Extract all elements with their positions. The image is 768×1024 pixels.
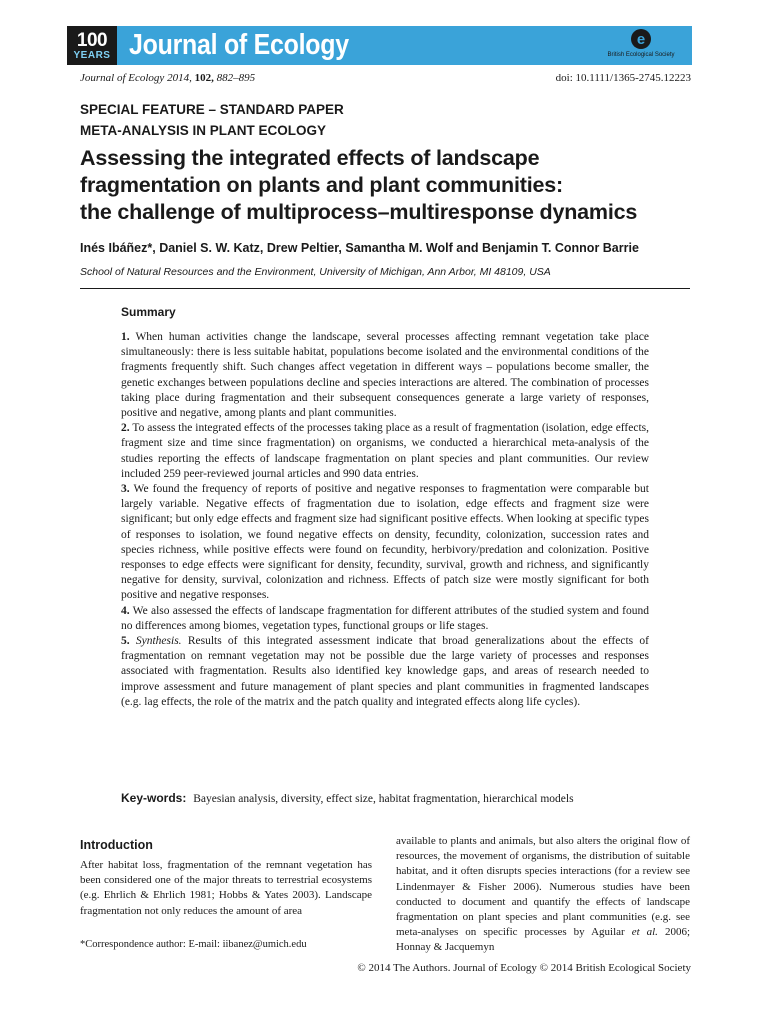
summary-point: 1. When human activities change the landscape, several processes affecting remnant vegetation take place simultaneously: there is less suitable habitat, populations become isolated and the environmental conditions of the fragments frequently shift. Such changes affect vegetation in different ways – populations become smaller, the genetic exchanges between populations decline and species interactions are altered. The combination of processes taking place during fragmentation and their subsequent consequences generate a large variety of responses, positive and negative, among plants and plant communities. <box>121 331 649 420</box>
summary-heading: Summary <box>121 305 176 319</box>
centenary-word: YEARS <box>73 49 111 61</box>
copyright-line: © 2014 The Authors. Journal of Ecology © 2014 British Ecological Society <box>357 962 691 974</box>
citation-volume: 102, <box>194 72 214 84</box>
summary-body <box>121 330 649 710</box>
header-divider <box>80 288 690 289</box>
article-title <box>80 145 700 226</box>
centenary-number: 100 <box>76 29 108 51</box>
summary-point: 5. Synthesis. Results of this integrated assessment indicate that broad generalizations about the effects of fragmentation on remnant vegetation may not be possible due the large variety of processes and responses associated with fragmentation. Results also identified key knowledge gaps, and areas of research needed to improve assessment and future management of plant species and plant communities in fragmented landscapes (e.g. lag effects, the role of the matrix and the patch quality and integrated effects along life cycles). <box>121 635 649 708</box>
title-line: the challenge of multiprocess–multiresponse dynamics <box>80 200 638 224</box>
keywords-text: Bayesian analysis, diversity, effect size, habitat fragmentation, hierarchical models <box>193 793 574 805</box>
feature-subject: META-ANALYSIS IN PLANT ECOLOGY <box>80 123 327 138</box>
section-heading-introduction: Introduction <box>80 838 153 852</box>
journal-name: Journal of Ecology <box>129 29 349 61</box>
society-name: British Ecological Society <box>607 52 675 58</box>
summary-point: 2. To assess the integrated effects of the processes taking place as a result of fragmentation (isolation, edge effects, fragment size and time since fragmentation) on organisms, we conducted a hierarchical meta-analysis of the studies reporting the effects of landscape fragmentation on plant species and plant communities. Our review included 259 peer-reviewed journal articles and 990 data entries. <box>121 422 650 480</box>
citation-journal: Journal of Ecology <box>80 72 165 84</box>
title-line: fragmentation on plants and plant communities: <box>80 173 563 197</box>
summary-point: 3. We found the frequency of reports of positive and negative responses to fragmentation were comparable but largely variable. Negative effects of fragmentation due to isolation, edge effects and fragment size were significant; but only edge effects and fragment size had significant positive effects. When looking at specific types of responses to isolation, we found negative effects on density, fecundity, colonization, succession rates and species richness, while positive effects were found on fecundity, herbivory/predation and colonization. Positive responses to edge effects were significant for density, fecundity, survival, growth and richness, and significantly negative for density, survival, colonization and richness. Effects of patch size were mostly significant for both positive and negative responses. <box>121 483 649 602</box>
citation-line <box>80 72 255 84</box>
centenary-badge <box>67 26 117 65</box>
correspondence-footnote: *Correspondence author: E-mail: iibanez@umich.edu <box>80 939 307 950</box>
feature-label: SPECIAL FEATURE – STANDARD PAPER <box>80 102 344 117</box>
citation-pages: 882–895 <box>216 72 256 84</box>
intro-right-column <box>396 834 690 956</box>
intro-paragraph: After habitat loss, fragmentation of the remnant vegetation has been considered one of the major threats to terrestrial ecosystems (e.g. Ehrlich & Ehrlich 1981; Hobbs & Yates 2003). Landscape fragmentation not only reduces the amount of area <box>80 859 372 917</box>
citation-year: 2014, <box>167 72 192 84</box>
intro-paragraph: available to plants and animals, but also alters the original flow of resources, the movement of organisms, the distribution of suitable habitat, and it often disrupts species interactions (for a review see Lindenmayer & Fisher 2006). Numerous studies have been conducted to document and quantify the effects of landscape fragmentation on plant species and plant communities (e.g. see meta-analyses on specific processes by Aguilar et al. 2006; Honnay & Jacquemyn <box>396 835 690 954</box>
journal-masthead <box>67 26 692 65</box>
doi: doi: 10.1111/1365-2745.12223 <box>555 72 691 84</box>
summary-point: 4. We also assessed the effects of landscape fragmentation for different attributes of the studied system and found no differences among biomes, vegetation types, functional groups or life stages. <box>121 604 649 632</box>
keywords <box>121 791 574 805</box>
keywords-label: Key-words: <box>121 791 187 805</box>
society-logo <box>600 29 682 62</box>
author-list: Inés Ibáñez*, Daniel S. W. Katz, Drew Peltier, Samantha M. Wolf and Benjamin T. Connor Barrie <box>80 241 639 255</box>
title-line: Assessing the integrated effects of landscape <box>80 146 540 170</box>
affiliation: School of Natural Resources and the Environment, University of Michigan, Ann Arbor, MI 48109, USA <box>80 266 551 278</box>
society-logo-icon: e <box>631 29 651 49</box>
intro-left-column <box>80 858 372 919</box>
